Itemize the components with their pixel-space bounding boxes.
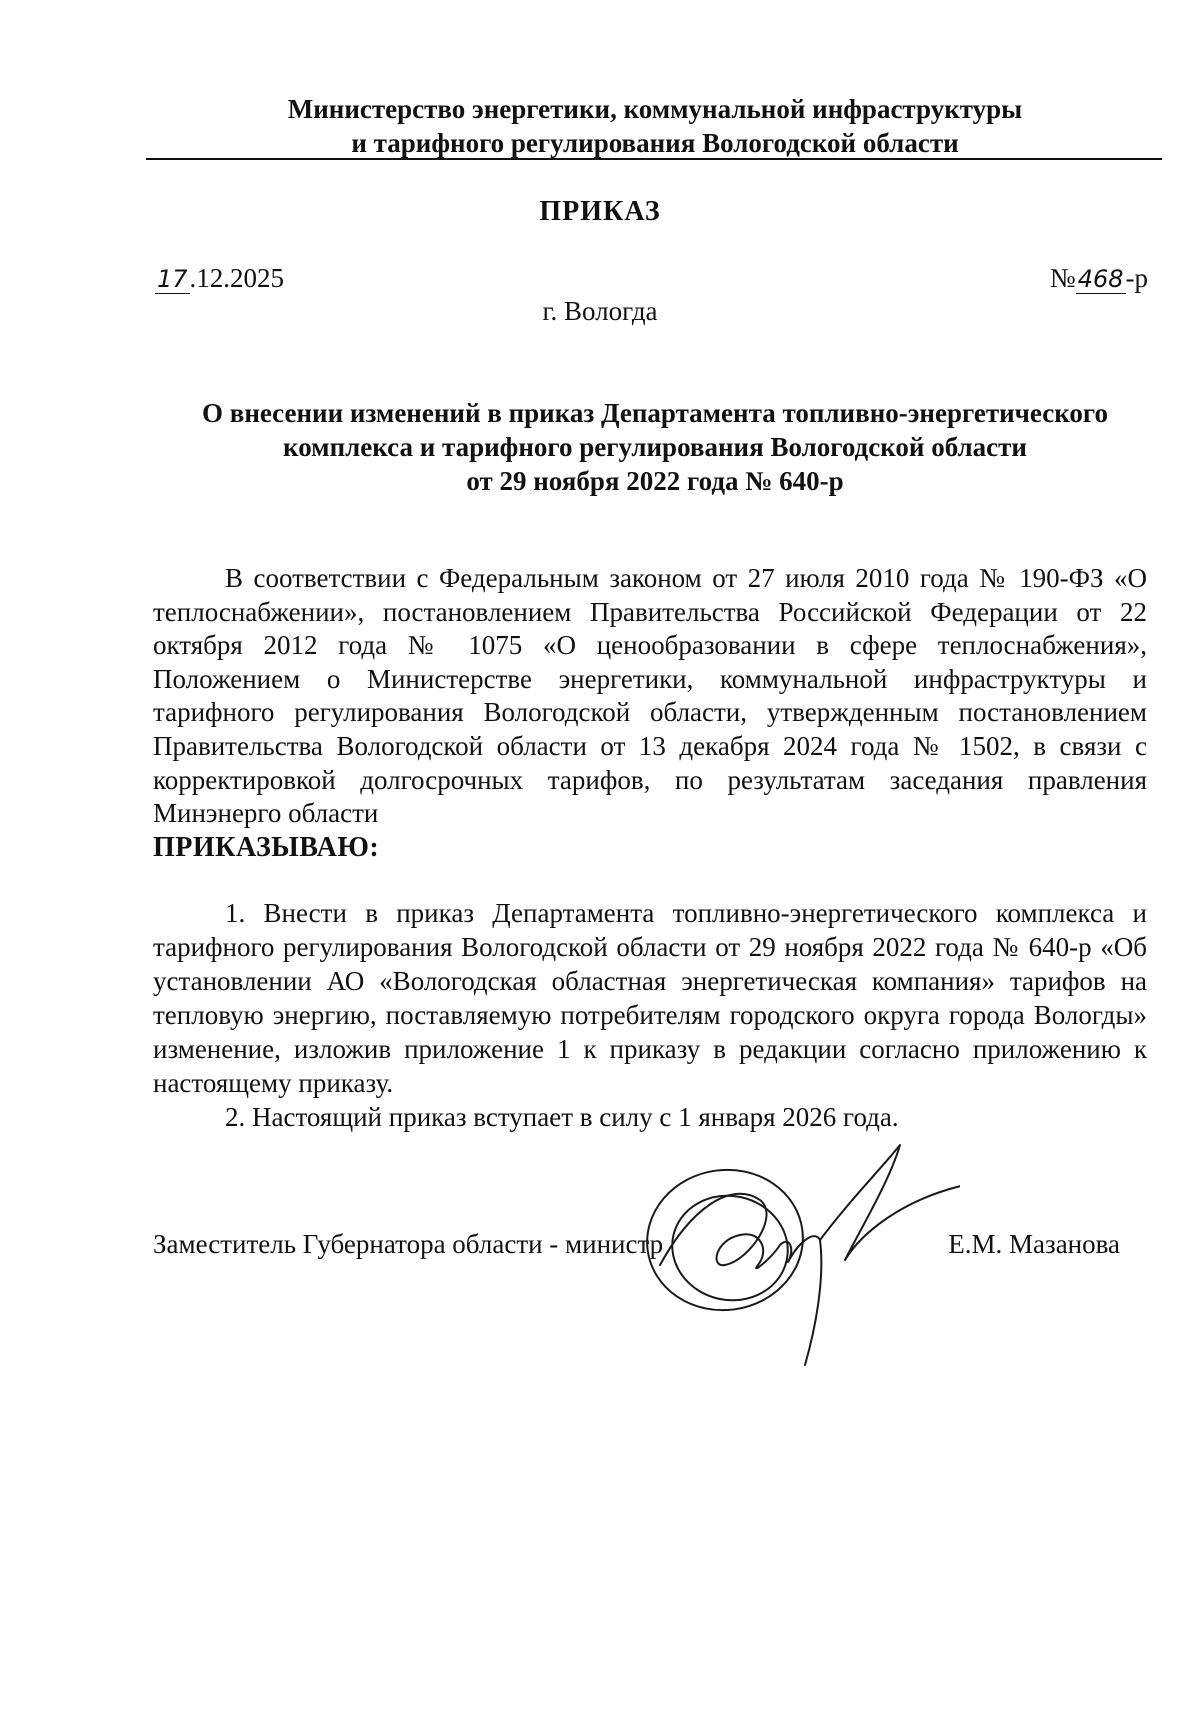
document-subject [150,396,1160,498]
preamble-paragraph: В соответствии с Федеральным законом от 27 июля 2010 года № 190-ФЗ «О теплоснабжении», постановлением Правительства Российской Федерации от 22 октября 2012 года № 1075 «О ценообразовании в сфере теплоснабжения», Положением о Министерстве энергетики, коммунальной инфраструктуры и тарифного регулирования Вологодской области, утвержденным постановлением Правительства Вологодской области от 13 декабря 2024 года № 1502, в связи с корректировкой долгосрочных тарифов, по результатам заседания правления Минэнерго области [153,563,1147,829]
date-rest: .12.2025 [189,263,285,293]
number-suffix: -р [1125,263,1148,293]
subject-line-2: комплекса и тарифного регулирования Вологодской области [283,432,1027,462]
handwritten-signature [620,1140,960,1380]
organization-header [150,92,1160,160]
org-name-line-1: Министерство энергетики, коммунальной инфраструктуры [287,94,1023,124]
header-divider [146,158,1162,160]
order-directive-heading: ПРИКАЗЫВАЮ: [153,832,380,863]
document-city: г. Вологда [542,296,658,326]
org-name-line-2: и тарифного регулирования Вологодской области [351,128,959,158]
document-date [155,263,284,294]
handwritten-day: 17 [157,265,188,293]
document-type: ПРИКАЗ [539,196,661,227]
document-number [1050,263,1148,294]
order-items [153,896,1147,1134]
number-prefix: № [1049,263,1076,293]
handwritten-number: 468 [1077,265,1124,293]
signatory-name: Е.М. Мазанова [948,1229,1120,1259]
order-item-1: 1. Внести в приказ Департамента топливно-энергетического комплекса и тарифного регулирования Вологодской области от 29 ноября 2022 года № 640-р «Об установлении АО «Вологодская областная энергетическая компания» тарифов на тепловую энергию, поставляемую потребителям городского округа города Вологды» изменение, изложив приложение 1 к приказу в редакции согласно приложению к настоящему приказу. [153,898,1147,1098]
signatory-role: Заместитель Губернатора области - министр [153,1229,664,1259]
subject-line-3: от 29 ноября 2022 года № 640-р [466,466,844,496]
order-item-2: 2. Настоящий приказ вступает в силу с 1 января 2026 года. [225,1102,899,1132]
subject-line-1: О внесении изменений в приказ Департамента топливно-энергетического [201,398,1108,428]
